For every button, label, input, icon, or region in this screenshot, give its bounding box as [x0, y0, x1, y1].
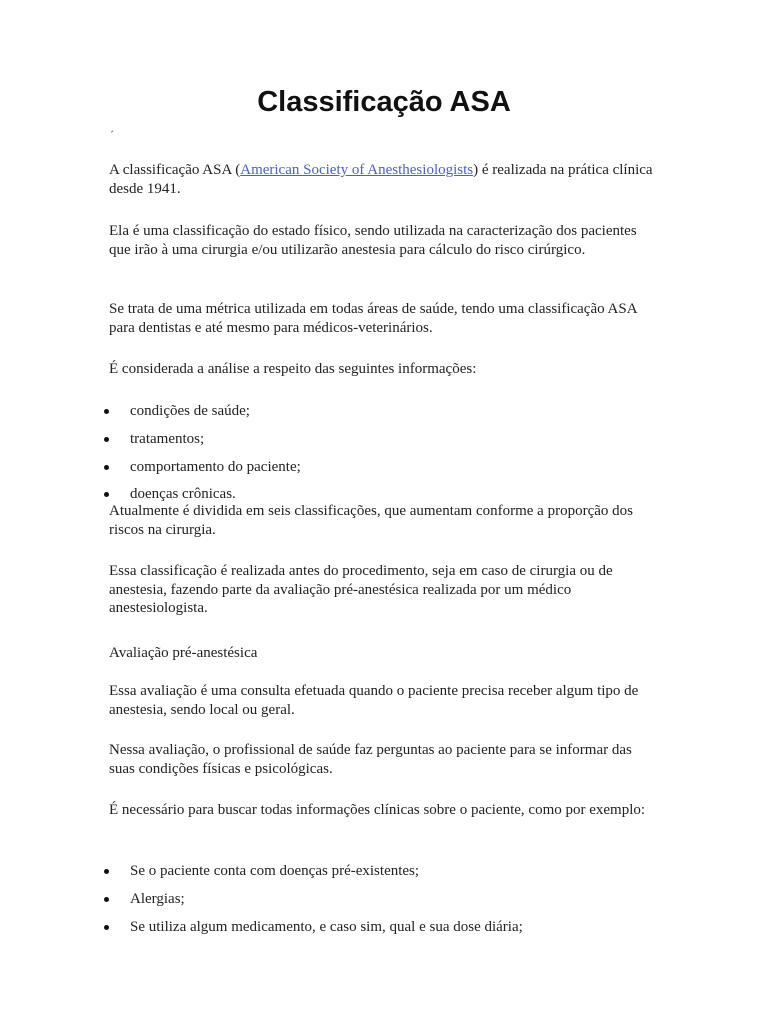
stray-mark: ´ — [110, 128, 114, 142]
list-item: condições de saúde; — [130, 403, 250, 419]
section-heading: Avaliação pré-anestésica — [109, 645, 258, 661]
list-item: tratamentos; — [130, 431, 205, 447]
bullet-icon — [104, 465, 109, 470]
intro-text-after: ) é realizada na prática clínica desde 1941. — [109, 162, 653, 197]
intro-paragraph — [109, 161, 659, 198]
bullet-icon — [104, 437, 109, 442]
page-title: Classificação ASA — [257, 86, 511, 118]
list-item: comportamento do paciente; — [130, 459, 301, 475]
asa-link[interactable]: American Society of Anesthesiologists — [240, 162, 474, 178]
paragraph-timing: Essa classificação é realizada antes do procedimento, seja em caso de cirurgia ou de anestesia, fazendo parte da avaliação pré-anestésica realizada por um médico anestesiologista. — [109, 563, 613, 616]
paragraph-questions: Nessa avaliação, o profissional de saúde faz perguntas ao paciente para se informar das suas condições físicas e psicológicas. — [109, 742, 632, 777]
bullet-icon — [104, 897, 109, 902]
list-item: Alergias; — [130, 891, 185, 907]
paragraph-classifications: Atualmente é dividida em seis classificações, que aumentam conforme a proporção dos riscos na cirurgia. — [109, 503, 633, 538]
bullet-icon — [104, 869, 109, 874]
list-item: doenças crônicas. — [130, 486, 236, 502]
paragraph-definition: Ela é uma classificação do estado físico, sendo utilizada na caracterização dos pacientes que irão à uma cirurgia e/ou utilizarão anestesia para cálculo do risco cirúrgico. — [109, 223, 637, 258]
paragraph-necessary: É necessário para buscar todas informações clínicas sobre o paciente, como por exemplo: — [109, 802, 646, 818]
list-item: Se o paciente conta com doenças pré-existentes; — [130, 863, 420, 879]
paragraph-metric: Se trata de uma métrica utilizada em todas áreas de saúde, tendo uma classificação ASA para dentistas e até mesmo para médicos-veterinários. — [109, 301, 637, 336]
paragraph-analysis: É considerada a análise a respeito das seguintes informações: — [109, 361, 477, 377]
bullet-icon — [104, 492, 109, 497]
list-item: Se utiliza algum medicamento, e caso sim, qual e sua dose diária; — [130, 919, 523, 935]
bullet-icon — [104, 409, 109, 414]
bullet-icon — [104, 925, 109, 930]
paragraph-consult: Essa avaliação é uma consulta efetuada quando o paciente precisa receber algum tipo de anestesia, sendo local ou geral. — [109, 683, 639, 718]
intro-text-before: A classificação ASA ( — [109, 162, 241, 178]
